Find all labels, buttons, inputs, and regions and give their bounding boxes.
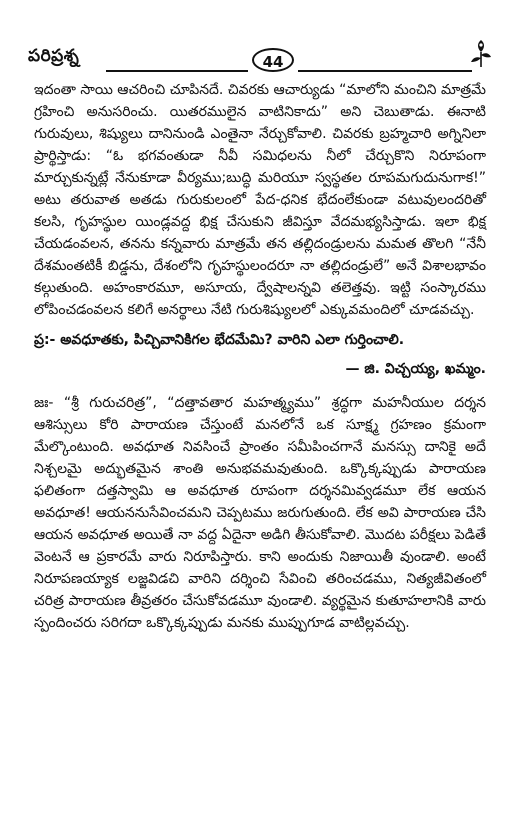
header-rule-left (106, 70, 248, 72)
header-rule-right (298, 70, 472, 72)
reader-question: ప్ర:- అవధూతకు, పిచ్చివానికిగల భేదమేమి? వారిని ఎలా గుర్తించాలి. (34, 332, 405, 348)
flower-ornament-icon (468, 38, 494, 68)
page-header (28, 44, 492, 72)
magazine-title: పరిప్రశ్న (28, 46, 80, 66)
question-signature: — జి. విచ్చయ్య, ఖమ్మం. (345, 361, 486, 377)
page-number: 44 (252, 48, 294, 72)
body-paragraph: ఇదంతా సాయి ఆచరించి చూపినదే. చివరకు ఆచార్యుడు “మాలోని మంచిని మాత్రమే గ్రహించి అనుసరించు. యితరములైన వాటినికాదు” అని చెబుతాడు. ఈనాటి గురువులు, శిష్యులు దానినుండి ఎంతైనా నేర్చుకోవాలి. చివరకు బ్రహ్మచారి అగ్నినిలా ప్రార్థిస్తాడు: “ఓ భగవంతుడా నీవీ సమిధలను నీలో చేర్చుకొని నిరూపంగా మార్చుకున్నట్లే నేనుకూడా వీర్యము;బుద్ధి మరియూ స్వస్థతల రూపమగుదునుగాక!” అటు తరువాత అతడు గురుకులంలో పేద-ధనిక భేదంలేకుండా వటువులందరితో కలసి, గృహస్థుల యిండ్లవద్ద భిక్ష చేసుకుని జీవిస్తూ వేదమభ్యసిస్తాడు. ఇలా భిక్ష చేయడంవలన, తనను కన్నవారు మాత్రమే తన తల్లిదండ్రులను మమత తొలగి “నేనీ దేశమంతటికీ బిడ్డను, దేశంలోని గృహస్థులందరూ నా తల్లిదండ్రులే” అనే విశాలభావం కల్గుతుంది. అహంకారమూ, అసూయ, ద్వేషాలన్నవి తలెత్తవు. ఇట్టి సంస్కారము లోపించడంవలన కలిగే అనర్థాలు నేటి గురుశిష్యులలో ఎక్కువమందిలో చూడవచ్చు. (34, 82, 486, 318)
article-body (34, 79, 486, 634)
answer-paragraph: జః- “శ్రీ గురుచరిత్ర”, “దత్తావతార మహత్మ్యము” శ్రద్ధగా మహనీయుల దర్శన ఆశిస్సులు కోరి పారాయణ చేస్తుంటే మనలోనే ఒక సూక్ష్మ గ్రహణం క్రమంగా మేల్కొంటుంది. అవధూత నివసించే ప్రాంతం సమీపించగానే మనస్సు దానికై అదే నిశ్చలమై అద్భుతమైన శాంతి అనుభవమవుతుంది. ఒక్కొక్కప్పుడు పారాయణ ఫలితంగా దత్తస్వామి ఆ అవధూత రూపంగా దర్శనమివ్వడమూ లేక ఆయన అవధూత! ఆయననుసేవించమని చెప్పటము జరుగుతుంది. లేక అవి పారాయణ చేసి ఆయన అవధూత అయితే నా వద్ద ఏదైనా అడిగి తీసుకోవాలి. మొదట పరీక్షలు పెడితే వెంటనే ఆ ప్రకారమే వారు నిరూపిస్తారు. కాని అందుకు నిజాయితీ వుండాలి. అంటే నిరూపణయ్యాక లజ్జవిడచి వారిని దర్శించి సేవించి తరించడము, నిత్యజీవితంలో చరిత్ర పారాయణ తీవ్రతరం చేసుకోవడమూ వుండాలి. వ్యర్థమైన కుతూహలానికి వారు స్పందించరు సరిగదా ఒక్కొక్కప్పుడు మనకు ముప్పుగూడ వాటిల్లవచ్చు. (34, 395, 486, 631)
